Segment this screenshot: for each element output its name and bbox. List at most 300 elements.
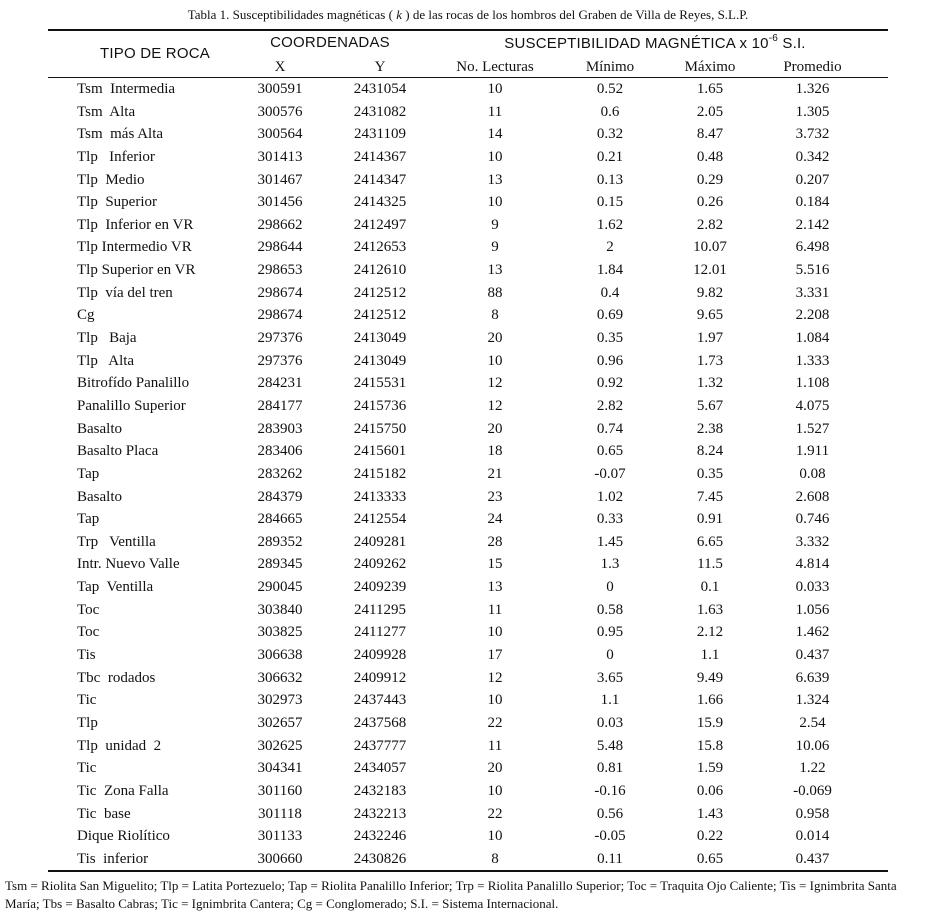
cell-y: 2411295 xyxy=(354,601,406,618)
header-minimo: Mínimo xyxy=(585,59,635,75)
cell-y: 2409912 xyxy=(353,669,407,686)
cell-promedio: 6.498 xyxy=(795,239,830,256)
table-row xyxy=(0,193,936,216)
cell-tipo: Tlp vía del tren xyxy=(77,284,173,301)
cell-minimo: 0.33 xyxy=(596,511,624,528)
cell-lecturas: 10 xyxy=(487,624,503,641)
cell-promedio: 3.732 xyxy=(795,126,830,143)
table-row xyxy=(0,284,936,307)
cell-promedio: 1.324 xyxy=(795,692,830,709)
cell-y: 2431082 xyxy=(353,103,407,120)
cell-tipo: Tlp xyxy=(77,714,98,731)
cell-y: 2412653 xyxy=(353,239,407,256)
cell-promedio: 0.746 xyxy=(795,511,830,528)
cell-x: 298662 xyxy=(257,216,303,233)
cell-y: 2412512 xyxy=(353,307,407,324)
cell-tipo: Tlp Inferior xyxy=(77,148,155,165)
cell-y: 2432183 xyxy=(353,782,407,799)
cell-lecturas: 9 xyxy=(491,239,499,256)
cell-maximo: 2.38 xyxy=(696,420,724,437)
cell-promedio: 6.639 xyxy=(795,669,830,686)
cell-maximo: 1.73 xyxy=(696,352,724,369)
table-row xyxy=(0,533,936,556)
cell-promedio: 0.958 xyxy=(795,805,830,822)
cell-tipo: Tap Ventilla xyxy=(77,579,154,596)
cell-y: 2414325 xyxy=(353,194,407,211)
cell-x: 300576 xyxy=(257,103,303,120)
cell-minimo: 0 xyxy=(606,647,614,664)
cell-lecturas: 21 xyxy=(487,465,503,482)
cell-maximo: 1.43 xyxy=(696,805,724,822)
cell-y: 2412512 xyxy=(353,284,407,301)
cell-maximo: 1.97 xyxy=(696,330,724,347)
table-row xyxy=(0,510,936,533)
cell-tipo: Basalto xyxy=(77,420,122,437)
cell-x: 300591 xyxy=(257,81,303,97)
cell-promedio: 3.331 xyxy=(795,284,830,301)
cell-x: 303840 xyxy=(257,601,303,618)
cell-lecturas: 23 xyxy=(487,488,503,505)
cell-promedio: 1.326 xyxy=(795,81,830,97)
cell-x: 298674 xyxy=(257,307,303,324)
cell-lecturas: 11 xyxy=(487,737,503,754)
cell-lecturas: 10 xyxy=(487,782,503,799)
cell-x: 301133 xyxy=(257,828,303,845)
cell-promedio: 10.06 xyxy=(795,737,830,754)
table-row xyxy=(0,238,936,261)
table-caption xyxy=(0,7,936,23)
table-row xyxy=(0,805,936,828)
cell-lecturas: 20 xyxy=(487,420,503,437)
cell-tipo: Tlp Superior en VR xyxy=(77,262,196,279)
cell-minimo: 0.65 xyxy=(596,443,624,460)
cell-maximo: 0.06 xyxy=(696,782,724,799)
cell-tipo: Tic xyxy=(77,692,97,709)
cell-lecturas: 11 xyxy=(487,601,503,618)
cell-tipo: Tlp Alta xyxy=(77,352,135,369)
cell-minimo: 0.03 xyxy=(596,714,624,731)
table-row xyxy=(0,601,936,624)
cell-maximo: 0.1 xyxy=(700,579,720,596)
cell-x: 304341 xyxy=(257,760,303,777)
cell-maximo: 0.65 xyxy=(696,850,724,867)
table-top-rule xyxy=(48,29,888,31)
cell-y: 2415736 xyxy=(353,397,407,414)
cell-lecturas: 12 xyxy=(487,669,503,686)
cell-promedio: 1.22 xyxy=(799,760,826,777)
cell-x: 283406 xyxy=(257,443,303,460)
cell-promedio: 0.207 xyxy=(795,171,830,188)
cell-promedio: 1.084 xyxy=(795,330,830,347)
cell-promedio: 1.108 xyxy=(795,375,830,392)
cell-tipo: Tic base xyxy=(77,805,131,822)
cell-y: 2414347 xyxy=(353,171,407,188)
cell-y: 2415750 xyxy=(353,420,407,437)
cell-x: 301413 xyxy=(257,148,303,165)
cell-lecturas: 17 xyxy=(487,647,503,664)
cell-lecturas: 8 xyxy=(491,307,499,324)
cell-minimo: -0.05 xyxy=(594,828,626,845)
cell-maximo: 1.1 xyxy=(700,647,720,664)
cell-y: 2414367 xyxy=(353,148,407,165)
cell-y: 2413333 xyxy=(353,488,407,505)
table-row xyxy=(0,827,936,850)
table-row xyxy=(0,80,936,103)
cell-tipo: Toc xyxy=(77,624,100,641)
cell-maximo: 2.05 xyxy=(696,103,724,120)
cell-tipo: Tlp unidad 2 xyxy=(77,737,162,754)
cell-lecturas: 20 xyxy=(487,760,503,777)
cell-lecturas: 12 xyxy=(487,397,503,414)
footnote: Tsm = Riolita San Miguelito; Tlp = Latita Portezuelo; Tap = Riolita Panalillo Inferior; Trp = Riolita Panalillo Superior; Toc = Traquita Ojo Caliente; Tis = Ignimbrita Santa María; Tbs = Basalto Cabras; Tic = Ignimbrita Cantera; Cg = Conglomerado; S.I. = Sistema Internacional. xyxy=(5,878,897,911)
cell-y: 2413049 xyxy=(353,352,407,369)
cell-x: 289352 xyxy=(257,533,303,550)
cell-lecturas: 8 xyxy=(491,850,499,867)
cell-minimo: 0.56 xyxy=(596,805,624,822)
cell-x: 301467 xyxy=(257,171,303,188)
cell-y: 2431109 xyxy=(354,126,406,143)
cell-maximo: 0.26 xyxy=(696,194,724,211)
cell-x: 284665 xyxy=(257,511,303,528)
cell-lecturas: 10 xyxy=(487,352,503,369)
cell-maximo: 0.29 xyxy=(696,171,724,188)
table-row xyxy=(0,352,936,375)
cell-tipo: Tsm Alta xyxy=(77,103,136,120)
cell-tipo: Tlp Medio xyxy=(77,171,145,188)
cell-x: 284177 xyxy=(257,397,303,414)
cell-maximo: 1.59 xyxy=(696,760,724,777)
cell-promedio: -0.069 xyxy=(793,782,832,799)
cell-promedio: 2.54 xyxy=(799,714,826,731)
cell-lecturas: 9 xyxy=(491,216,499,233)
cell-minimo: 1.02 xyxy=(596,488,624,505)
header-susceptibilidad-text: SUSCEPTIBILIDAD MAGNÉTICA x 10 xyxy=(504,35,769,52)
table-row xyxy=(0,555,936,578)
caption-symbol: k xyxy=(392,7,406,22)
cell-maximo: 1.63 xyxy=(696,601,724,618)
header-maximo: Máximo xyxy=(684,59,736,75)
table-row xyxy=(0,759,936,782)
table-row xyxy=(0,737,936,760)
table-row xyxy=(0,442,936,465)
cell-x: 302657 xyxy=(257,714,303,731)
cell-x: 297376 xyxy=(257,330,303,347)
table-row xyxy=(0,488,936,511)
cell-promedio: 0.033 xyxy=(795,579,830,596)
cell-x: 283262 xyxy=(257,465,303,482)
cell-lecturas: 14 xyxy=(487,126,503,143)
cell-tipo: Toc xyxy=(77,601,100,618)
cell-tipo: Intr. Nuevo Valle xyxy=(77,556,180,573)
cell-promedio: 1.333 xyxy=(795,352,830,369)
cell-maximo: 11.5 xyxy=(697,556,723,573)
cell-x: 300660 xyxy=(257,850,303,867)
cell-x: 298653 xyxy=(257,262,303,279)
cell-minimo: 1.84 xyxy=(596,262,624,279)
cell-promedio: 1.527 xyxy=(795,420,830,437)
cell-minimo: 0.52 xyxy=(596,81,624,97)
cell-maximo: 6.65 xyxy=(696,533,724,550)
cell-minimo: 2 xyxy=(606,239,614,256)
cell-x: 298644 xyxy=(257,239,303,256)
cell-maximo: 0.35 xyxy=(696,465,724,482)
header-lecturas: No. Lecturas xyxy=(456,59,534,75)
cell-minimo: 0.11 xyxy=(597,850,623,867)
table-row xyxy=(0,125,936,148)
header-coordenadas: COORDENADAS xyxy=(270,34,390,51)
cell-minimo: 1.3 xyxy=(600,556,620,573)
cell-x: 289345 xyxy=(257,556,303,573)
cell-lecturas: 20 xyxy=(487,330,503,347)
table-row xyxy=(0,397,936,420)
cell-y: 2412497 xyxy=(353,216,407,233)
cell-promedio: 3.332 xyxy=(795,533,830,550)
cell-promedio: 2.208 xyxy=(795,307,830,324)
cell-y: 2413049 xyxy=(353,330,407,347)
cell-maximo: 0.22 xyxy=(696,828,724,845)
cell-y: 2431054 xyxy=(353,81,407,97)
cell-tipo: Tic xyxy=(77,760,97,777)
cell-minimo: 0.4 xyxy=(600,284,620,301)
table-row xyxy=(0,306,936,329)
table-row xyxy=(0,465,936,488)
cell-promedio: 1.911 xyxy=(795,443,830,460)
cell-tipo: Tap xyxy=(77,465,100,482)
header-exponent: -6 xyxy=(768,33,778,44)
cell-promedio: 4.075 xyxy=(795,397,830,414)
cell-minimo: 0.6 xyxy=(600,103,620,120)
cell-tipo: Tis xyxy=(77,647,96,664)
cell-lecturas: 11 xyxy=(487,103,503,120)
cell-lecturas: 22 xyxy=(487,805,503,822)
header-tipo-de-roca: TIPO DE ROCA xyxy=(100,45,210,62)
cell-maximo: 7.45 xyxy=(696,488,724,505)
cell-y: 2409262 xyxy=(353,556,407,573)
cell-x: 306632 xyxy=(257,669,303,686)
cell-maximo: 9.82 xyxy=(696,284,724,301)
cell-y: 2432246 xyxy=(353,828,407,845)
cell-lecturas: 13 xyxy=(487,579,503,596)
cell-maximo: 9.65 xyxy=(696,307,724,324)
cell-minimo: 1.62 xyxy=(596,216,624,233)
cell-minimo: 5.48 xyxy=(596,737,624,754)
table-row xyxy=(0,374,936,397)
cell-promedio: 4.814 xyxy=(795,556,830,573)
cell-lecturas: 12 xyxy=(487,375,503,392)
header-promedio: Promedio xyxy=(783,59,842,75)
cell-tipo: Panalillo Superior xyxy=(77,397,186,414)
cell-lecturas: 28 xyxy=(487,533,503,550)
cell-maximo: 2.82 xyxy=(696,216,724,233)
table-row xyxy=(0,691,936,714)
cell-lecturas: 10 xyxy=(487,692,503,709)
cell-minimo: 0.15 xyxy=(596,194,624,211)
cell-maximo: 1.66 xyxy=(696,692,724,709)
cell-lecturas: 15 xyxy=(487,556,503,573)
table-row xyxy=(0,148,936,171)
caption-text-end: ) de las rocas de los hombros del Graben de Villa de Reyes, S.L.P. xyxy=(405,7,749,22)
cell-y: 2430826 xyxy=(353,850,407,867)
cell-tipo: Tbc rodados xyxy=(77,669,156,686)
cell-maximo: 1.32 xyxy=(696,375,724,392)
cell-x: 302973 xyxy=(257,692,303,709)
cell-minimo: 1.45 xyxy=(596,533,624,550)
cell-lecturas: 22 xyxy=(487,714,503,731)
cell-y: 2411277 xyxy=(354,624,406,641)
cell-lecturas: 10 xyxy=(487,828,503,845)
cell-y: 2415531 xyxy=(353,375,407,392)
cell-maximo: 10.07 xyxy=(693,239,727,256)
caption-text: Tabla 1. Susceptibilidades magnéticas ( xyxy=(187,7,393,22)
cell-tipo: Trp Ventilla xyxy=(77,533,156,550)
header-y: Y xyxy=(374,59,386,75)
cell-y: 2412610 xyxy=(353,262,407,279)
table-row xyxy=(0,420,936,443)
cell-tipo: Tlp Intermedio VR xyxy=(77,239,192,256)
cell-promedio: 1.305 xyxy=(795,103,830,120)
cell-minimo: 0.58 xyxy=(596,601,624,618)
table-row xyxy=(0,261,936,284)
cell-lecturas: 18 xyxy=(487,443,503,460)
cell-x: 283903 xyxy=(257,420,303,437)
cell-tipo: Tic Zona Falla xyxy=(77,782,169,799)
cell-maximo: 8.47 xyxy=(696,126,724,143)
header-susceptibilidad xyxy=(440,35,870,52)
cell-lecturas: 10 xyxy=(487,194,503,211)
table-row xyxy=(0,782,936,805)
cell-promedio: 1.056 xyxy=(795,601,830,618)
cell-minimo: 2.82 xyxy=(596,397,624,414)
cell-maximo: 0.48 xyxy=(696,148,724,165)
cell-minimo: -0.16 xyxy=(594,782,626,799)
cell-minimo: 0.81 xyxy=(596,760,624,777)
cell-lecturas: 10 xyxy=(487,148,503,165)
table-row xyxy=(0,329,936,352)
cell-maximo: 15.9 xyxy=(696,714,724,731)
cell-y: 2437443 xyxy=(353,692,407,709)
cell-x: 298674 xyxy=(257,284,303,301)
cell-y: 2409239 xyxy=(353,579,407,596)
cell-lecturas: 24 xyxy=(487,511,503,528)
cell-x: 303825 xyxy=(257,624,303,641)
cell-promedio: 1.462 xyxy=(795,624,830,641)
cell-x: 300564 xyxy=(257,126,303,143)
cell-y: 2409281 xyxy=(353,533,407,550)
cell-minimo: 0.35 xyxy=(596,330,624,347)
cell-promedio: 0.342 xyxy=(795,148,830,165)
table-row xyxy=(0,103,936,126)
cell-x: 301456 xyxy=(257,194,303,211)
cell-maximo: 15.8 xyxy=(696,737,724,754)
table-row xyxy=(0,646,936,669)
cell-minimo: 1.1 xyxy=(600,692,620,709)
cell-tipo: Tis inferior xyxy=(77,850,149,867)
cell-promedio: 0.437 xyxy=(795,850,830,867)
cell-tipo: Cg xyxy=(77,307,95,324)
table-row xyxy=(0,669,936,692)
cell-maximo: 1.65 xyxy=(696,81,724,97)
table-header-rule xyxy=(48,77,888,78)
table-row xyxy=(0,171,936,194)
table-row xyxy=(0,850,936,873)
table-row xyxy=(0,714,936,737)
cell-tipo: Dique Riolítico xyxy=(77,828,170,845)
cell-x: 290045 xyxy=(257,579,303,596)
cell-x: 284231 xyxy=(257,375,303,392)
cell-tipo: Tsm más Alta xyxy=(77,126,164,143)
cell-maximo: 0.91 xyxy=(696,511,724,528)
cell-y: 2415601 xyxy=(353,443,407,460)
cell-minimo: 0.74 xyxy=(596,420,624,437)
table-row xyxy=(0,216,936,239)
cell-tipo: Tlp Baja xyxy=(77,330,137,347)
cell-maximo: 8.24 xyxy=(696,443,724,460)
table-row xyxy=(0,578,936,601)
cell-tipo: Basalto Placa xyxy=(77,443,159,460)
cell-x: 302625 xyxy=(257,737,303,754)
cell-lecturas: 13 xyxy=(487,262,503,279)
cell-tipo: Tlp Inferior en VR xyxy=(77,216,194,233)
cell-y: 2437568 xyxy=(353,714,407,731)
cell-minimo: 0.92 xyxy=(596,375,624,392)
cell-x: 301160 xyxy=(257,782,303,799)
cell-y: 2434057 xyxy=(353,760,407,777)
cell-minimo: 0.96 xyxy=(596,352,624,369)
cell-minimo: 0 xyxy=(606,579,614,596)
cell-x: 306638 xyxy=(257,647,303,664)
cell-maximo: 2.12 xyxy=(696,624,724,641)
cell-y: 2437777 xyxy=(353,737,407,754)
cell-promedio: 0.014 xyxy=(795,828,830,845)
cell-tipo: Tlp Superior xyxy=(77,194,157,211)
cell-minimo: 0.32 xyxy=(596,126,624,143)
cell-y: 2415182 xyxy=(353,465,407,482)
cell-promedio: 2.142 xyxy=(795,216,830,233)
cell-maximo: 5.67 xyxy=(696,397,724,414)
header-unit: S.I. xyxy=(778,35,806,52)
cell-minimo: 0.69 xyxy=(596,307,624,324)
cell-minimo: 0.13 xyxy=(596,171,624,188)
cell-tipo: Tsm Intermedia xyxy=(77,81,176,97)
cell-tipo: Tap xyxy=(77,511,100,528)
cell-y: 2432213 xyxy=(353,805,407,822)
cell-y: 2412554 xyxy=(353,511,407,528)
cell-minimo: -0.07 xyxy=(594,465,626,482)
table-row xyxy=(0,623,936,646)
cell-tipo: Basalto xyxy=(77,488,122,505)
cell-x: 284379 xyxy=(257,488,303,505)
cell-minimo: 3.65 xyxy=(596,669,624,686)
cell-x: 297376 xyxy=(257,352,303,369)
cell-promedio: 0.08 xyxy=(799,465,826,482)
cell-promedio: 2.608 xyxy=(795,488,830,505)
cell-minimo: 0.95 xyxy=(596,624,624,641)
cell-maximo: 9.49 xyxy=(696,669,724,686)
cell-maximo: 12.01 xyxy=(693,262,727,279)
cell-lecturas: 10 xyxy=(487,81,503,97)
cell-promedio: 0.184 xyxy=(795,194,830,211)
cell-promedio: 5.516 xyxy=(795,262,830,279)
cell-lecturas: 13 xyxy=(487,171,503,188)
cell-tipo: Bitrofído Panalillo xyxy=(77,375,190,392)
cell-lecturas: 88 xyxy=(487,284,503,301)
cell-y: 2409928 xyxy=(353,647,407,664)
header-x: X xyxy=(274,59,286,75)
cell-promedio: 0.437 xyxy=(795,647,830,664)
table-body xyxy=(0,80,936,872)
cell-x: 301118 xyxy=(258,805,302,822)
cell-minimo: 0.21 xyxy=(596,148,624,165)
